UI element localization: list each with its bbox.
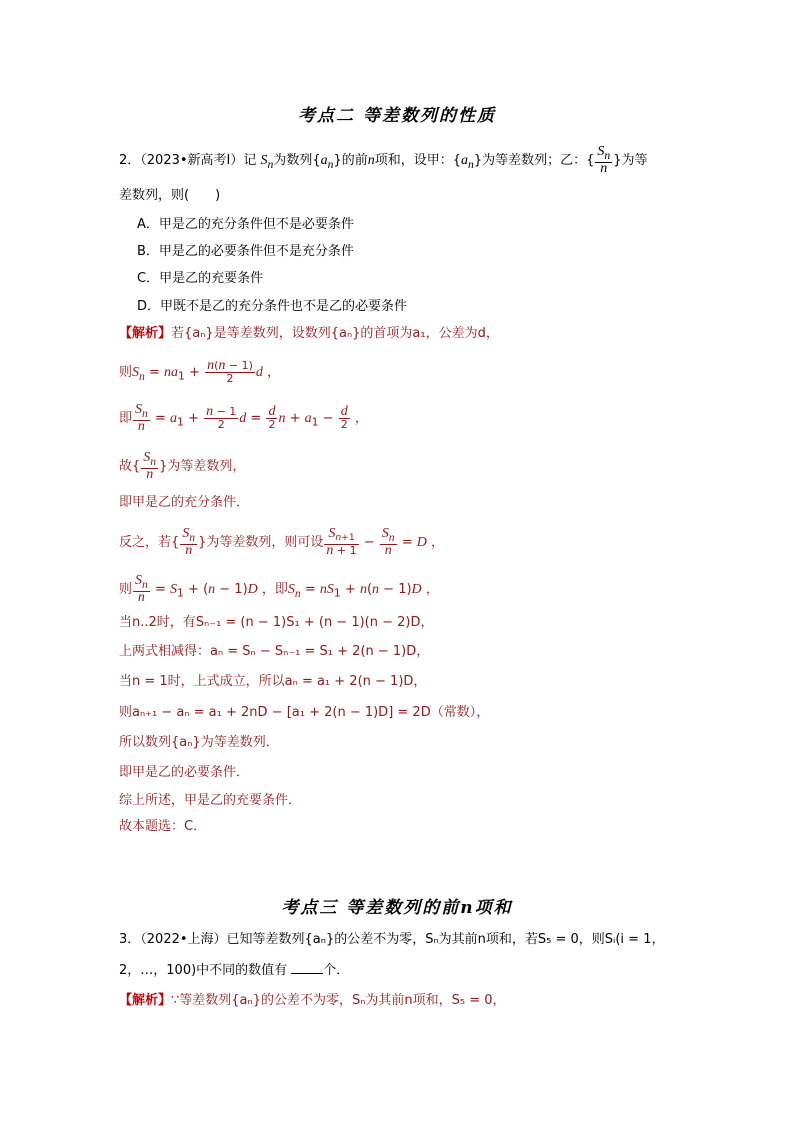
q2-solution-line8: 当n..2时，有Sₙ₋₁ = (n − 1)S₁ + (n − 1)(n − 2)D，: [119, 615, 434, 630]
answer-blank: [291, 961, 323, 974]
q2-solution-line2: 则$S_n = na_1$ + $\frac{n(n - 1)}{2}$ d ，: [119, 358, 281, 385]
q2-solution-line4: 故{ $\frac{S_n}{n}$ }为等差数列，: [119, 450, 246, 482]
q2-stem-line1: 2．（2023•新高考Ⅰ）记 $S_n$为数列$\{a_n\}$的前n项和，设甲：$\{a_n\}$为等差数列；乙：{ $\frac{S_n}{n}$ }为等: [119, 144, 648, 176]
q2-stem-line2: 差数列，则( ): [119, 188, 221, 203]
q2-option-a: A．甲是乙的充分条件但不是必要条件: [137, 217, 354, 232]
q2-solution-line13: 即甲是乙的必要条件．: [119, 765, 250, 780]
q2-solution-line1: 【解析】若{aₙ}是等差数列，设数列{aₙ}的首项为a₁，公差为d，: [119, 326, 499, 341]
q2-solution-line12: 所以数列{aₙ}为等差数列．: [119, 735, 279, 750]
section-title-3: 考点三 等差数列的前n项和: [281, 898, 513, 918]
q2-solution-line14: 综上所述，甲是乙的充要条件．: [119, 793, 302, 808]
q2-solution-line6: 反之，若{ $\frac{S_n}{n}$ }为等差数列，则可设 $\frac{S_{n+1}}{n + 1}$ − $\frac{S_n}{n}$ = D ，: [119, 526, 445, 559]
q2-solution-line3: 即 $\frac{S_n}{n}$ = $a_1$ + $\frac{n - 1}{2}$ d = $\frac{d}{2}$ $n + a_1$ − $\frac{d}{2}$ ，: [119, 402, 368, 434]
q3-solution-line1: 【解析】∵等差数列{aₙ}的公差不为零，Sₙ为其前n项和，S₅ = 0，: [119, 993, 506, 1008]
q2-option-b: B．甲是乙的必要条件但不是充分条件: [137, 244, 354, 259]
q2-solution-line10: 当n = 1时，上式成立，所以aₙ = a₁ + 2(n − 1)D，: [119, 674, 427, 689]
q2-option-c: C．甲是乙的充要条件: [137, 271, 264, 286]
section-title-2: 考点二 等差数列的性质: [298, 106, 496, 126]
q2-option-d: D．甲既不是乙的充分条件也不是乙的必要条件: [137, 299, 408, 314]
q2-solution-line5: 即甲是乙的充分条件．: [119, 495, 250, 510]
q2-solution-line11: 则aₙ₊₁ − aₙ = a₁ + 2nD − [a₁ + 2(n − 1)D] = 2D（常数），: [119, 705, 490, 720]
q3-stem-line1: 3．（2022•上海）已知等差数列{aₙ}的公差不为零，Sₙ为其前n项和，若S₅ = 0，则Sᵢ(i = 1，: [119, 932, 665, 947]
q2-solution-line7: 则 $\frac{S_n}{n}$ = $S_1 + (n - 1)D$ ，即$S_n = nS_1 + n(n - 1)D$ ，: [119, 573, 439, 605]
q2-solution-line9: 上两式相减得：aₙ = Sₙ − Sₙ₋₁ = S₁ + 2(n − 1)D，: [119, 644, 430, 659]
q2-solution-line15: 故本题选：C．: [119, 819, 207, 834]
q3-stem-line2: 2，…，100)中不同的数值有 个．: [119, 963, 350, 978]
